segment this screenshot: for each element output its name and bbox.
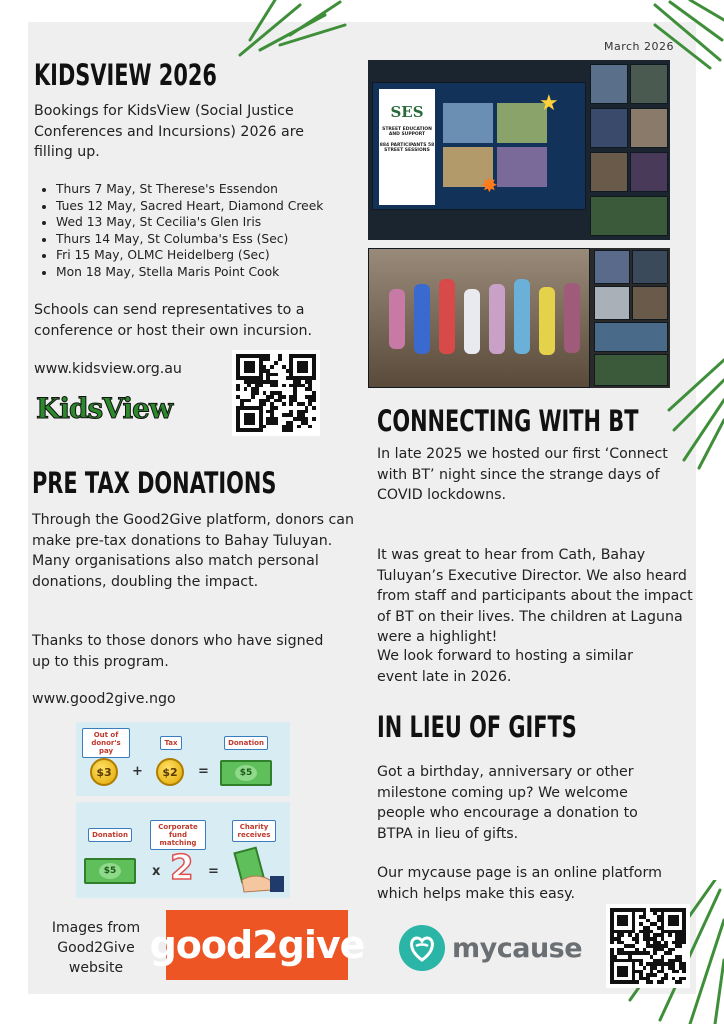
video-tile (632, 250, 668, 284)
images-caption: Images from Good2Give website (51, 920, 141, 976)
hand-receiving-money-icon (232, 846, 286, 894)
video-tile (594, 286, 630, 320)
good2give-url-link[interactable]: www.good2give.ngo (32, 691, 176, 707)
equals-sign: = (208, 864, 219, 879)
equals-sign: = (198, 764, 209, 779)
plus-sign: + (132, 764, 143, 779)
pretax-paragraph-2: Thanks to those donors who have signed up to this program. (32, 633, 324, 670)
video-tile (630, 64, 668, 104)
video-tile (630, 108, 668, 148)
list-item: • Thurs 7 May, St Therese's Essendon (56, 181, 358, 198)
list-item: • Thurs 14 May, St Columba's Ess (Sec) (56, 231, 358, 248)
good2give-logo: good2give (166, 910, 348, 980)
video-tile (632, 286, 668, 320)
slide-title: SES (390, 103, 424, 121)
kidsview-schools-text: Schools can send representatives to a conference or host their own incursion. (34, 302, 313, 339)
lieu-heading: IN LIEU OF GIFTS (377, 710, 577, 744)
kidsview-intro: Bookings for KidsView (Social Justice Conferences and Incursions) 2026 are filling up. (34, 103, 304, 160)
multiplier-two: 2 (170, 848, 194, 888)
donation-label: Donation (88, 828, 132, 842)
presentation-slide (372, 82, 586, 210)
times-sign: x (152, 864, 161, 879)
video-tile (594, 322, 668, 352)
list-item: • Wed 13 May, St Cecilia's Glen Iris (56, 214, 358, 231)
issue-date: March 2026 (604, 40, 675, 53)
list-item: • Tues 12 May, Sacred Heart, Diamond Creek (56, 198, 358, 215)
video-tile (590, 196, 668, 236)
list-item: • Mon 18 May, Stella Maris Point Cook (56, 264, 358, 281)
mycause-qr-code-icon[interactable] (606, 904, 690, 988)
lieu-paragraph-2: Our mycause page is an online platform which helps make this easy. (377, 865, 662, 902)
connecting-paragraph-1: In late 2025 we hosted our first ‘Connect with BT’ night since the strange days of COVID lockdowns. (377, 446, 668, 503)
star-icon: ★ (539, 91, 559, 116)
tax-label: Tax (160, 736, 182, 750)
slide-photo (497, 147, 547, 187)
zoom-screenshot-children (368, 248, 670, 388)
kidsview-heading: KIDSVIEW 2026 (34, 58, 217, 92)
video-tile (590, 108, 628, 148)
zoom-screenshot-slide (368, 60, 670, 240)
connecting-paragraph-2: It was great to hear from Cath, Bahay Tuluyan’s Executive Director. We also heard from staff and participants about the impact of BT on their lives. The children at Laguna were a highlight! (377, 547, 693, 645)
slide-text-panel (379, 89, 435, 205)
out-of-pay-label: Out of donor's pay (82, 728, 130, 758)
pretax-paragraph-1: Through the Good2Give platform, donors can make pre-tax donations to Bahay Tuluyan. Many organisations also match personal donations, doubling the impact. (32, 512, 354, 590)
star-icon: ✸ (481, 173, 498, 197)
lieu-paragraph-1: Got a birthday, anniversary or other milestone coming up? We welcome people who encourage a donation to BTPA in lieu of gifts. (377, 764, 638, 842)
matching-label: Corporate fund matching (150, 820, 206, 850)
video-tile (590, 152, 628, 192)
mycause-logo (398, 924, 582, 972)
banknote-value: $5 (235, 765, 257, 781)
children-dancing-video (368, 248, 590, 388)
kidsview-event-list (38, 181, 358, 280)
pretax-heading: PRE TAX DONATIONS (32, 466, 277, 500)
pretax-infographic-top (76, 722, 290, 796)
coin-icon: $2 (156, 758, 184, 786)
connecting-paragraph-3: We look forward to hosting a similar event late in 2026. (377, 648, 633, 685)
video-tile (594, 250, 630, 284)
connecting-heading: CONNECTING WITH BT (377, 404, 639, 438)
list-item: • Fri 15 May, OLMC Heidelberg (Sec) (56, 247, 358, 264)
mycause-wordmark: mycause (452, 932, 583, 964)
banknote-value: $5 (99, 863, 121, 879)
banknote-icon (84, 858, 136, 884)
donation-label: Donation (224, 736, 268, 750)
kidsview-logo: KidsView (36, 392, 173, 425)
slide-subtitle: STREET EDUCATION AND SUPPORT (382, 127, 432, 137)
coin-icon: $3 (90, 758, 118, 786)
slide-photo (443, 103, 493, 143)
palm-leaf-top-icon (230, 0, 350, 60)
kidsview-url-link[interactable]: www.kidsview.org.au (34, 361, 182, 377)
video-tile (590, 64, 628, 104)
mycause-heart-icon (398, 924, 446, 972)
kidsview-qr-code-icon[interactable] (232, 350, 320, 436)
pretax-infographic-bottom (76, 802, 290, 898)
video-tile (630, 152, 668, 192)
charity-receives-label: Charity receives (232, 820, 276, 842)
video-tile (594, 354, 668, 386)
slide-stats: 884 PARTICIPANTS 58 STREET SESSIONS (379, 143, 435, 153)
banknote-icon (220, 760, 272, 786)
